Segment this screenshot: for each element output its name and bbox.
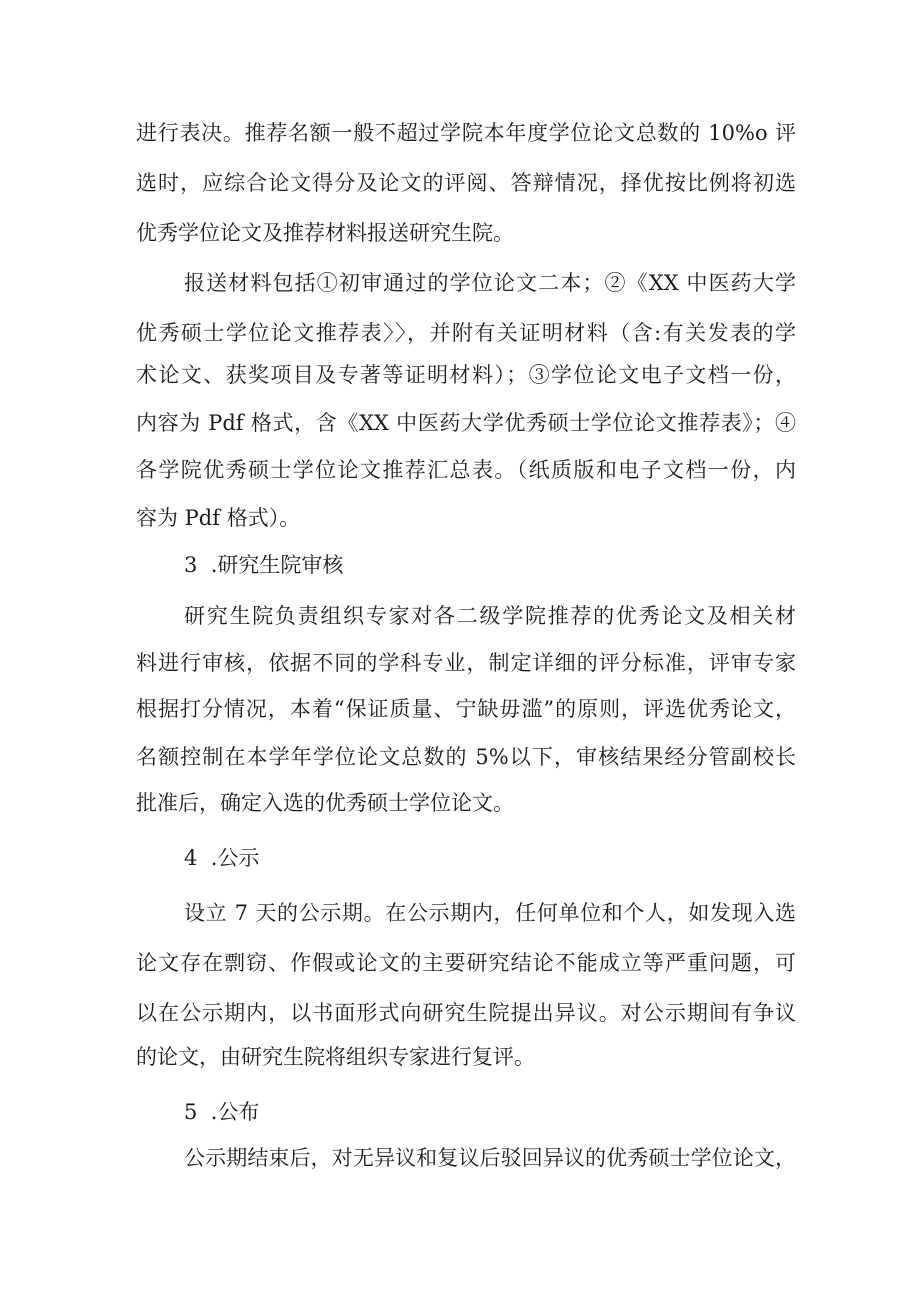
text-line: 优秀硕士学位论文推荐表〉〉，并附有关证明材料（含:有关发表的学	[136, 321, 796, 345]
text-line: 容为 Pdf 格式）。	[136, 506, 301, 530]
text-line: 的论文，由研究生院将组织专家进行复评。	[136, 1045, 535, 1069]
text-line: 论文存在剽窃、作假或论文的主要研究结论不能成立等严重问题，可	[136, 951, 796, 975]
text-line: 报送材料包括①初审通过的学位论文二本；②《XX 中医药大学	[184, 271, 796, 295]
text-line: 优秀学位论文及推荐材料报送研究生院。	[136, 221, 514, 245]
section-heading-publicity: 4 .公示	[184, 846, 260, 870]
text-line: 根据打分情况，本着“保证质量、宁缺毋滥”的原则，评选优秀论文，	[136, 697, 796, 721]
section-heading-announcement: 5 .公布	[184, 1100, 260, 1124]
text-line: 术论文、获奖项目及专著等证明材料）；③学位论文电子文档一份，	[136, 363, 796, 387]
text-line: 以在公示期内，以书面形式向研究生院提出异议。对公示期间有争议	[136, 1001, 796, 1025]
text-line: 料进行审核，依据不同的学科专业，制定详细的评分标准，评审专家	[136, 651, 796, 675]
text-line: 批准后，确定入选的优秀硕士学位论文。	[136, 791, 514, 815]
text-line: 设立 7 天的公示期。在公示期内，任何单位和个人，如发现入选	[184, 901, 796, 925]
text-line: 选时，应综合论文得分及论文的评阅、答辩情况，择优按比例将初选	[136, 171, 796, 195]
text-line: 研究生院负责组织专家对各二级学院推荐的优秀论文及相关材	[184, 604, 796, 628]
text-line: 公示期结束后，对无异议和复议后驳回异议的优秀硕士学位论文，	[184, 1146, 796, 1170]
text-line: 进行表决。推荐名额一般不超过学院本年度学位论文总数的 10%o 评	[136, 121, 796, 145]
text-line: 内容为 Pdf 格式，含《XX 中医药大学优秀硕士学位论文推荐表》；④	[136, 411, 796, 435]
section-heading-review: 3 .研究生院审核	[184, 553, 344, 577]
text-line: 名额控制在本学年学位论文总数的 5%以下，审核结果经分管副校长	[136, 745, 796, 769]
text-line: 各学院优秀硕士学位论文推荐汇总表。（纸质版和电子文档一份，内	[136, 458, 796, 482]
